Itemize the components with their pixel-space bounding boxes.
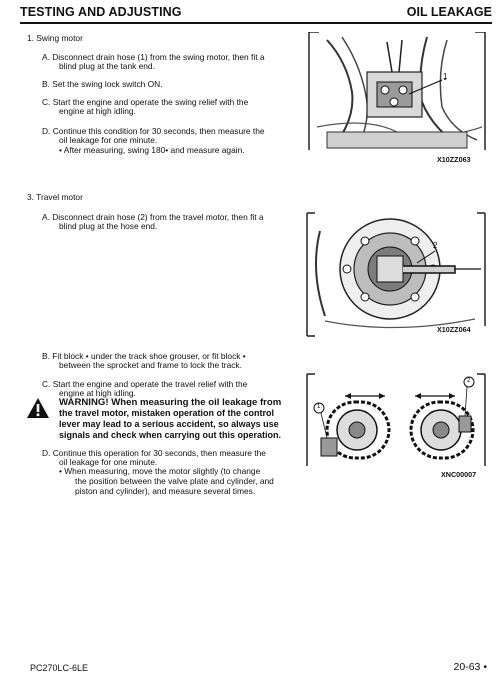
travel-step-a-line1: A. Disconnect drain hose (2) from the travel motor, then fit a bbox=[42, 212, 264, 222]
travel-figure-callout: 2 bbox=[433, 241, 438, 250]
track-block-figure bbox=[305, 370, 487, 480]
travel-motor-illustration bbox=[305, 211, 487, 339]
section-title: TESTING AND ADJUSTING bbox=[20, 5, 182, 19]
travel-step-b-line1: B. Fit block • under the track shoe grouser, or fit block • bbox=[42, 351, 246, 361]
swing-figure-caption: X10ZZ063 bbox=[437, 155, 471, 164]
track-block-illustration bbox=[305, 370, 487, 470]
warning-icon bbox=[26, 397, 50, 419]
warning-line4: signals and check when carrying out this operation. bbox=[59, 430, 282, 440]
swing-step-d-line2: oil leakage for one minute. bbox=[59, 135, 158, 145]
swing-step-a-line1: A. Disconnect drain hose (1) from the swing motor, then fit a bbox=[42, 52, 265, 62]
travel-step-a-line2: blind plug at the hose end. bbox=[59, 221, 158, 231]
swing-motor-illustration bbox=[307, 32, 487, 166]
block-callout-1: 1 bbox=[317, 404, 321, 410]
travel-motor-figure bbox=[305, 211, 487, 339]
warning-line2: the travel motor, mistaken operation of the control bbox=[59, 408, 275, 418]
travel-step-d-note3: piston and cylinder), and measure several times. bbox=[75, 486, 256, 496]
travel-motor-heading: 3. Travel motor bbox=[27, 192, 83, 202]
track-figure-caption: XNC00007 bbox=[441, 470, 477, 479]
swing-step-d-note: • After measuring, swing 180• and measure again. bbox=[59, 145, 245, 155]
warning-line3: lever may lead to a serious accident, so always use bbox=[59, 419, 279, 429]
page-header bbox=[20, 2, 492, 24]
swing-step-b: B. Set the swing lock switch ON. bbox=[42, 79, 163, 89]
travel-step-d-line2: oil leakage for one minute. bbox=[59, 457, 158, 467]
travel-step-d-line1: D. Continue this operation for 30 seconds, then measure the bbox=[42, 448, 266, 458]
swing-motor-figure bbox=[307, 32, 487, 166]
page-number: 20-63 • bbox=[453, 661, 487, 673]
travel-step-b-line2: between the sprocket and frame to lock the track. bbox=[59, 360, 242, 370]
travel-step-d-note2: the position between the valve plate and cylinder, and bbox=[75, 476, 274, 486]
travel-step-c-line1: C. Start the engine and operate the travel relief with the bbox=[42, 379, 248, 389]
swing-step-c-line1: C. Start the engine and operate the swing relief with the bbox=[42, 97, 249, 107]
swing-step-c-line2: engine at high idling. bbox=[59, 106, 136, 116]
topic-title: OIL LEAKAGE bbox=[406, 5, 492, 19]
model-number: PC270LC-6LE bbox=[30, 663, 89, 673]
travel-figure-caption: X10ZZ064 bbox=[437, 325, 471, 334]
block-callout-2: 2 bbox=[467, 378, 471, 384]
swing-step-d-line1: D. Continue this condition for 30 seconds, then measure the bbox=[42, 126, 265, 136]
swing-figure-callout: 1 bbox=[443, 72, 448, 81]
travel-step-d-note1: • When measuring, move the motor slightly (to change bbox=[59, 466, 261, 476]
warning-line1: WARNING! When measuring the oil leakage from bbox=[59, 397, 282, 408]
swing-motor-heading: 1. Swing motor bbox=[27, 33, 83, 43]
travel-step-c-line2: engine at high idling. bbox=[59, 388, 136, 398]
swing-step-a-line2: blind plug at the tank end. bbox=[59, 61, 155, 71]
